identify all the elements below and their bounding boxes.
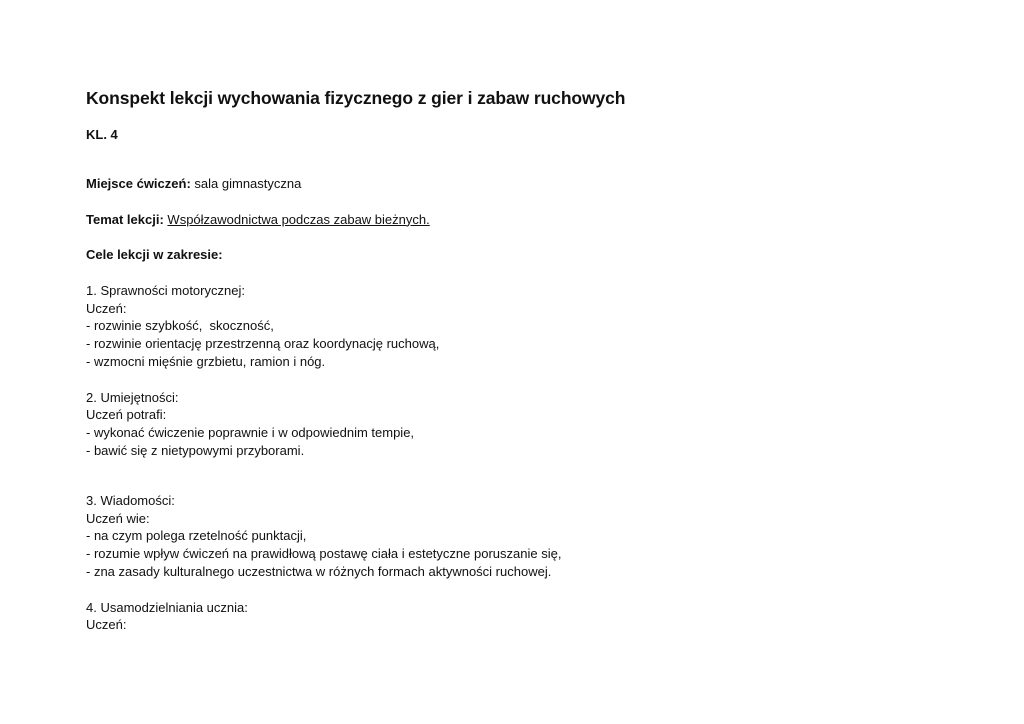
list-item: - rozumie wpływ ćwiczeń na prawidłową postawę ciała i estetyczne poruszanie się, (86, 546, 562, 562)
spacer (86, 144, 966, 175)
list-item: - wzmocni mięśnie grzbietu, ramion i nóg. (86, 353, 326, 369)
place-label: Miejsce ćwiczeń: (86, 176, 191, 191)
spacer (86, 193, 966, 211)
section-heading: 4. Usamodzielniania ucznia: (86, 599, 248, 615)
goal-section (86, 492, 966, 581)
list-item: - zna zasady kulturalnego uczestnictwa w różnych formach aktywności ruchowej. (86, 563, 552, 579)
document-content (86, 86, 966, 634)
section-subject: Uczeń: (86, 300, 127, 316)
goal-section (86, 282, 966, 371)
spacer (86, 581, 966, 599)
document-title: Konspekt lekcji wychowania fizycznego z gier i zabaw ruchowych (86, 88, 626, 108)
section-subject: Uczeń potrafi: (86, 407, 167, 423)
spacer (86, 264, 966, 282)
list-item: - rozwinie orientację przestrzenną oraz koordynację ruchową, (86, 336, 440, 352)
spacer (86, 371, 966, 389)
topic-label: Temat lekcji: (86, 211, 164, 227)
spacer (86, 228, 966, 246)
list-item: - na czym polega rzetelność punktacji, (86, 528, 307, 544)
section-heading: 1. Sprawności motorycznej: (86, 282, 245, 298)
section-heading: 2. Umiejętności: (86, 389, 179, 405)
section-subject: Uczeń wie: (86, 510, 150, 526)
section-heading: 3. Wiadomości: (86, 492, 175, 508)
place-line (86, 175, 966, 193)
goal-section (86, 599, 966, 635)
section-subject: Uczeń: (86, 617, 127, 633)
topic-line (86, 211, 966, 229)
list-item: - bawić się z nietypowymi przyborami. (86, 442, 305, 458)
spacer (86, 460, 966, 492)
place-value: sala gimnastyczna (194, 176, 302, 191)
list-item: - wykonać ćwiczenie poprawnie i w odpowiednim tempie, (86, 425, 415, 441)
goals-heading: Cele lekcji w zakresie: (86, 247, 223, 263)
topic-value: Współzawodnictwa podczas zabaw bieżnych. (167, 211, 430, 227)
goal-section (86, 389, 966, 460)
list-item: - rozwinie szybkość, skoczność, (86, 318, 274, 334)
class-label: KL. 4 (86, 127, 118, 142)
